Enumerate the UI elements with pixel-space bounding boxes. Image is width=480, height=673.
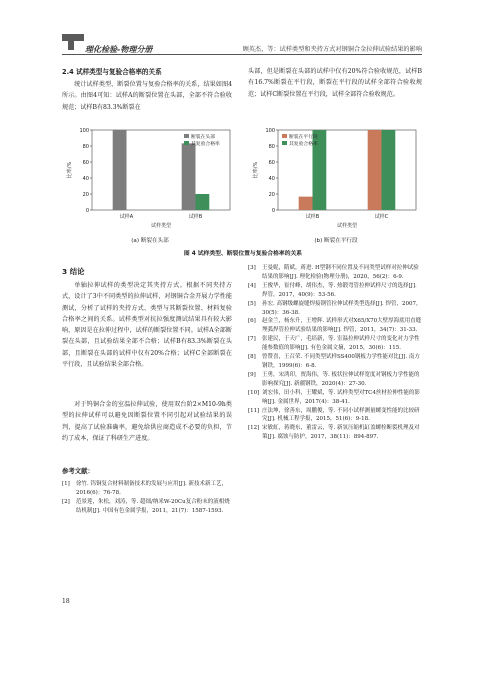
reference-item: [11] 庄法坤，徐善东，周鹏俊，等. 不同小试样测量螺变性能的比较研究[J]. 机械工程学报，2015，51(6)：9-18.: [248, 407, 420, 423]
section-heading-3: 3 结论: [62, 267, 85, 276]
section-2-4-text-right: 头部，但是断裂在头部的试样中仅有20%符合验收规范，试样B有16.7%断裂在平行段，断裂在平行段的试样全部符合验收规范；试样C断裂位置在平行段，试样全部符合验收规范。: [248, 68, 422, 98]
bar: [382, 130, 396, 210]
reference-item: [9] 王勇，宋鸿印，贾海伟，等. 板状拉伸试样宽度对钢板力学性能的影响探究[J]. 新疆钢铁，2020(4)：27-30.: [248, 371, 420, 387]
legend-swatch: [184, 134, 189, 138]
reference-item: [1] 徐竹. 钨铜复合材料制备技术的发展与应用[J]. 新技术新工艺，2016(6)：76-78.: [62, 481, 227, 496]
reference-item: [8] 曾赞喜，王召荣. 不同类型试样SS400钢板力学性能对比[J]. 南方钢铁，1999(6)：6-8.: [248, 354, 420, 369]
x-tick-label: 试样C: [374, 214, 389, 220]
x-tick-label: 试样B: [188, 214, 203, 220]
legend-swatch: [282, 141, 287, 145]
y-axis-label: 比率/%: [253, 161, 259, 179]
legend-swatch: [184, 141, 189, 145]
bar: [113, 130, 127, 210]
legend-label: 断裂在头部: [191, 135, 215, 140]
conclusion-paragraph-1: 单轴拉伸试样的类型决定其夹持方式。根据不同夹持方式，设计了3中不同类型的拉伸试样，对钢铜合金开展力学性能测试，分析了试样的夹持方式、类型与其断裂位置、材料复验合格率之间的关系。试样类型对抗拉强度测试结果具有较大影响，原因是在拉伸过程中，试样的断裂位置不同。试样A全部断裂在头部，且试验结果全部不合格；试样B有83.3%断裂在头部，且断裂在头部的试样中仅有20%合格；试样C全部断裂在平行段，且试验结果全部合格。: [62, 282, 232, 369]
y-tick-label: 20: [268, 192, 275, 198]
section-2-4-text-left: 统计试样类型、断裂位置与复验合格率的关系，结果如图4所示。由图4可知：试样A的断裂位置在头部，全部不符合验收规范；试样B有83.3%断裂在: [62, 81, 232, 111]
x-tick-label: 试样A: [119, 214, 134, 220]
legend-swatch: [282, 134, 287, 138]
legend-label: 其复验合格率: [191, 142, 220, 147]
y-tick-label: 0: [271, 208, 275, 214]
reference-item: [6] 赵金兰，杨东升，王增辉. 试样形式对X65/X70大壁厚海底用直缝埋弧焊管拉伸试验结果的影响[J]. 焊管，2011，34(7)：31-33.: [248, 318, 422, 334]
reference-item: [4] 王俊华，崔付峰，胡伟杰，等. 热锻弯管拉伸试样尺寸的选择[J]. 焊管，2017，40(9)：53-56.: [248, 282, 417, 298]
journal-logo: [62, 34, 84, 50]
reference-item: [2] 范景莲，朱松，刘涛，等. 超细/纳米W-20Cu复合粉末的液相烧结机制[J]. 中国有色金属学报，2011，21(7)：1587-1593.: [62, 498, 230, 514]
subcaption-b: (b) 断裂在平行段: [314, 238, 358, 244]
bar: [299, 197, 313, 210]
page-number: 18: [62, 598, 70, 605]
running-title: 顾英杰，等：试样类型和夹持方式对钢铜合金拉伸试验结果的影响: [242, 46, 422, 53]
x-axis-label: 试样类型: [336, 223, 358, 229]
reference-item: [12] 宋敏虹，蒋晓东，董雷云，等. 新氢压缩机缸盖螺栓断裂机理及对策[J]. 腐蚀与防护，2017，38(11)：894-897.: [248, 425, 420, 441]
conclusion-paragraph-2: 对于钨铜合金的室温拉伸试验，使用双台阶2×M10-9h类型的拉伸试样可以避免因断裂位置不同引起对试验结果的误判，提高了试验准确率，避免给供应商造成不必要的负担，节约了成本，保证了科研生产进度。: [62, 401, 232, 442]
reference-item: [7] 张建民，于天广，毛培新，等. 室温拉伸试样尺寸的变化对力学性能参数值的影响[J]. 有色金属文摘，2015，30(6)：115.: [248, 336, 420, 352]
x-tick-label: 试样B: [305, 214, 320, 220]
legend-label: 断裂在平行段: [289, 135, 318, 140]
legend-label: 其复验合格率: [289, 142, 318, 147]
y-tick-label: 80: [268, 144, 275, 150]
x-axis-label: 试样类型: [150, 223, 172, 229]
subcaption-a: (a) 断裂在头部: [131, 238, 169, 244]
section-heading-2-4: 2.4 试样类型与复验合格率的关系: [62, 68, 162, 76]
bar: [196, 194, 210, 210]
y-tick-label: 60: [82, 160, 89, 166]
y-axis-label: 比率/%: [67, 161, 73, 179]
references-list-left: [62, 480, 232, 516]
bar: [368, 130, 382, 210]
y-tick-label: 60: [268, 160, 275, 166]
reference-item: [3] 王曼妮，隋斌，蒋进. H型钢不同位置及不同类型试样对拉伸试验结果的影响[J]. 理化检验(物理分册)，2020，56(2)：6-9.: [248, 265, 419, 280]
y-tick-label: 100: [265, 128, 275, 134]
header-rule: [62, 54, 422, 55]
y-tick-label: 0: [85, 208, 89, 214]
y-tick-label: 40: [82, 176, 89, 182]
chart-a: [62, 124, 238, 236]
references-list-right: [248, 264, 422, 442]
figure-caption: 图 4 试样类型、断裂位置与复验合格率的关系: [183, 251, 303, 257]
references-heading: 参考文献：: [62, 467, 94, 475]
reference-item: [5] 孙宏. 高钢级螺旋缝焊接钢管拉伸试样类型选择[J]. 焊管，2007，30(5)：36-38.: [248, 300, 422, 316]
y-tick-label: 100: [79, 128, 89, 134]
y-tick-label: 80: [82, 144, 89, 150]
y-tick-label: 20: [82, 192, 89, 198]
reference-item: [10] 刘宏伟，田小科，王耀斌，等. 试样类型对TC4丝材拉伸性能的影响[J]. 金属世界，2017(4)：38-41.: [248, 389, 420, 405]
bar: [182, 143, 196, 210]
journal-name: 理化检验-物理分册: [85, 45, 153, 54]
y-tick-label: 40: [268, 176, 275, 182]
chart-b: [248, 124, 424, 236]
